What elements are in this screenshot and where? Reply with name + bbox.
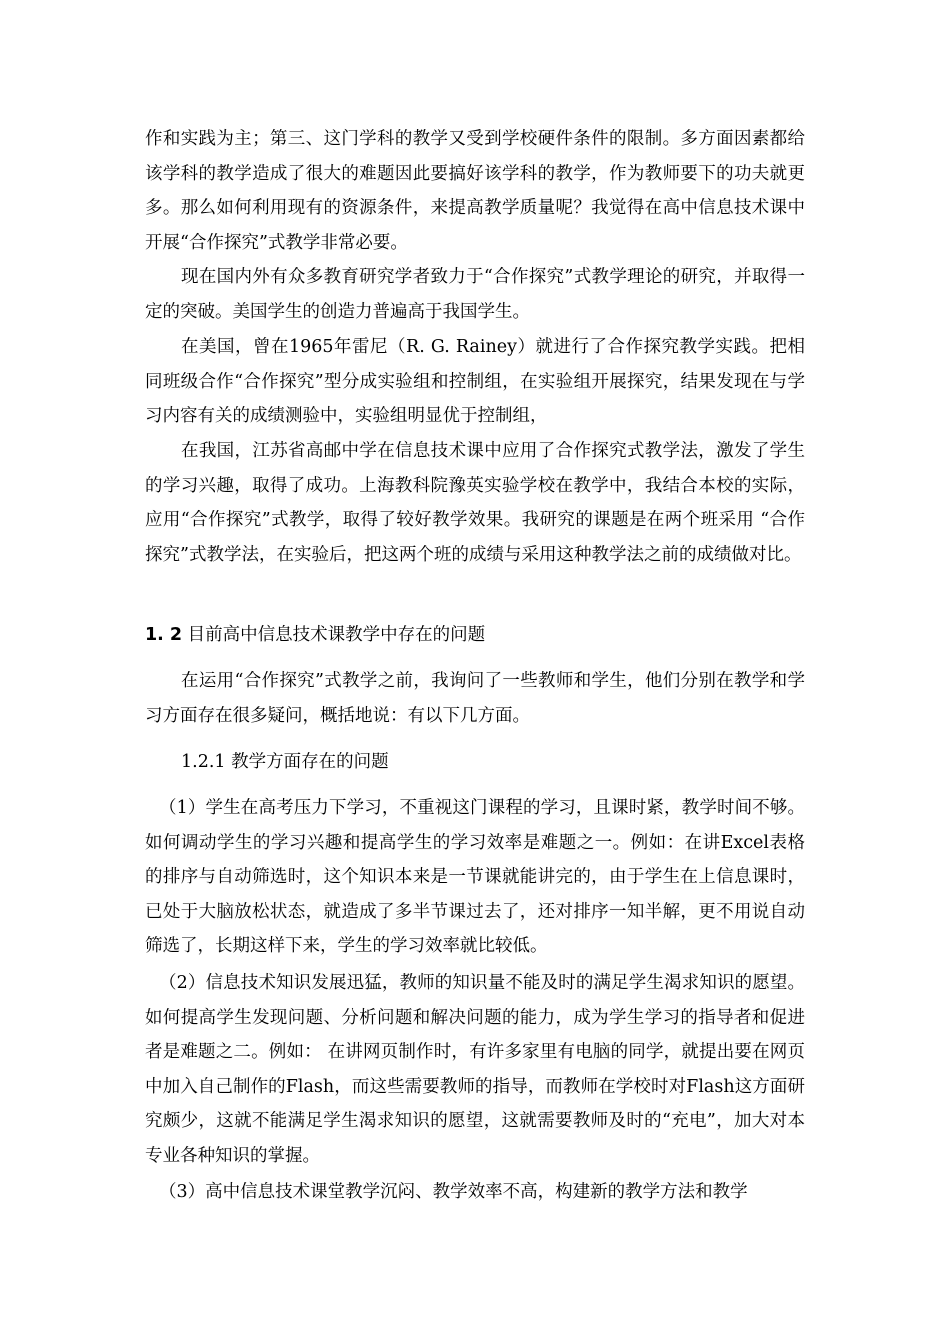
section-title: 目前高中信息技术课教学中存在的问题: [187, 625, 486, 645]
paragraph-survey-intro: 在运用“合作探究”式教学之前，我询问了一些教师和学生，他们分别在教学和学习方面存在很多疑问，概括地说：有以下几方面。: [145, 671, 805, 726]
subsection-heading: 1.2.1 教学方面存在的问题: [181, 752, 389, 772]
paragraph-china-practice: 在我国，江苏省高邮中学在信息技术课中应用了合作探究式教学法，激发了学生的学习兴趣，取得了成功。上海教科院豫英实验学校在教学中，我结合本校的实际，应用“合作探究”式教学，取得了较好教学效果。我研究的课题是在两个班采用 “合作探究”式教学法，在实验后，把这两个班的成绩与采用这种教学法之前的成绩做对比。: [145, 441, 805, 565]
section-heading: [145, 618, 805, 653]
list-item-1: （1）学生在高考压力下学习，不重视这门课程的学习，且课时紧，教学时间不够。如何调动学生的学习兴趣和提高学生的学习效率是难题之一。例如：在讲Excel表格的排序与自动筛选时，这个知识本来是一节课就能讲完的，由于学生在上信息课时，已处于大脑放松状态，就造成了多半节课过去了，还对排序一知半解，更不用说自动筛选了，长期这样下来，学生的学习效率就比较低。: [145, 798, 805, 957]
paragraph-usa-practice: 在美国，曾在1965年雷尼（R. G. Rainey）就进行了合作探究教学实践。把相同班级合作“合作探究”型分成实验组和控制组，在实验组开展探究，结果发现在与学习内容有关的成绩测验中，实验组明显优于控制组，: [145, 337, 805, 427]
list-item-3: （3）高中信息技术课堂教学沉闷、教学效率不高，构建新的教学方法和教学: [159, 1182, 748, 1202]
section-number: 1. 2: [145, 625, 183, 645]
list-item-2: （2）信息技术知识发展迅猛，教师的知识量不能及时的满足学生渴求知识的愿望。如何提高学生发现问题、分析问题和解决问题的能力，成为学生学习的指导者和促进者是难题之二。例如： 在讲网页制作时，有许多家里有电脑的同学，就提出要在网页中加入自己制作的Flash，而这些需要教师的指导，而教师在学校时对Flash这方面研究颇少，这就不能满足学生渴求知识的愿望，这就需要教师及时的“充电”，加大对本专业各种知识的掌握。: [145, 973, 805, 1166]
paragraph-continuation: 作和实践为主；第三、这门学科的教学又受到学校硬件条件的限制。多方面因素都给该学科的教学造成了很大的难题因此要搞好该学科的教学，作为教师要下的功夫就更多。那么如何利用现有的资源条件，来提高教学质量呢？我觉得在高中信息技术课中开展“合作探究”式教学非常必要。: [145, 129, 805, 253]
paragraph-research-overview: 现在国内外有众多教育研究学者致力于“合作探究”式教学理论的研究，并取得一定的突破。美国学生的创造力普遍高于我国学生。: [145, 267, 805, 322]
